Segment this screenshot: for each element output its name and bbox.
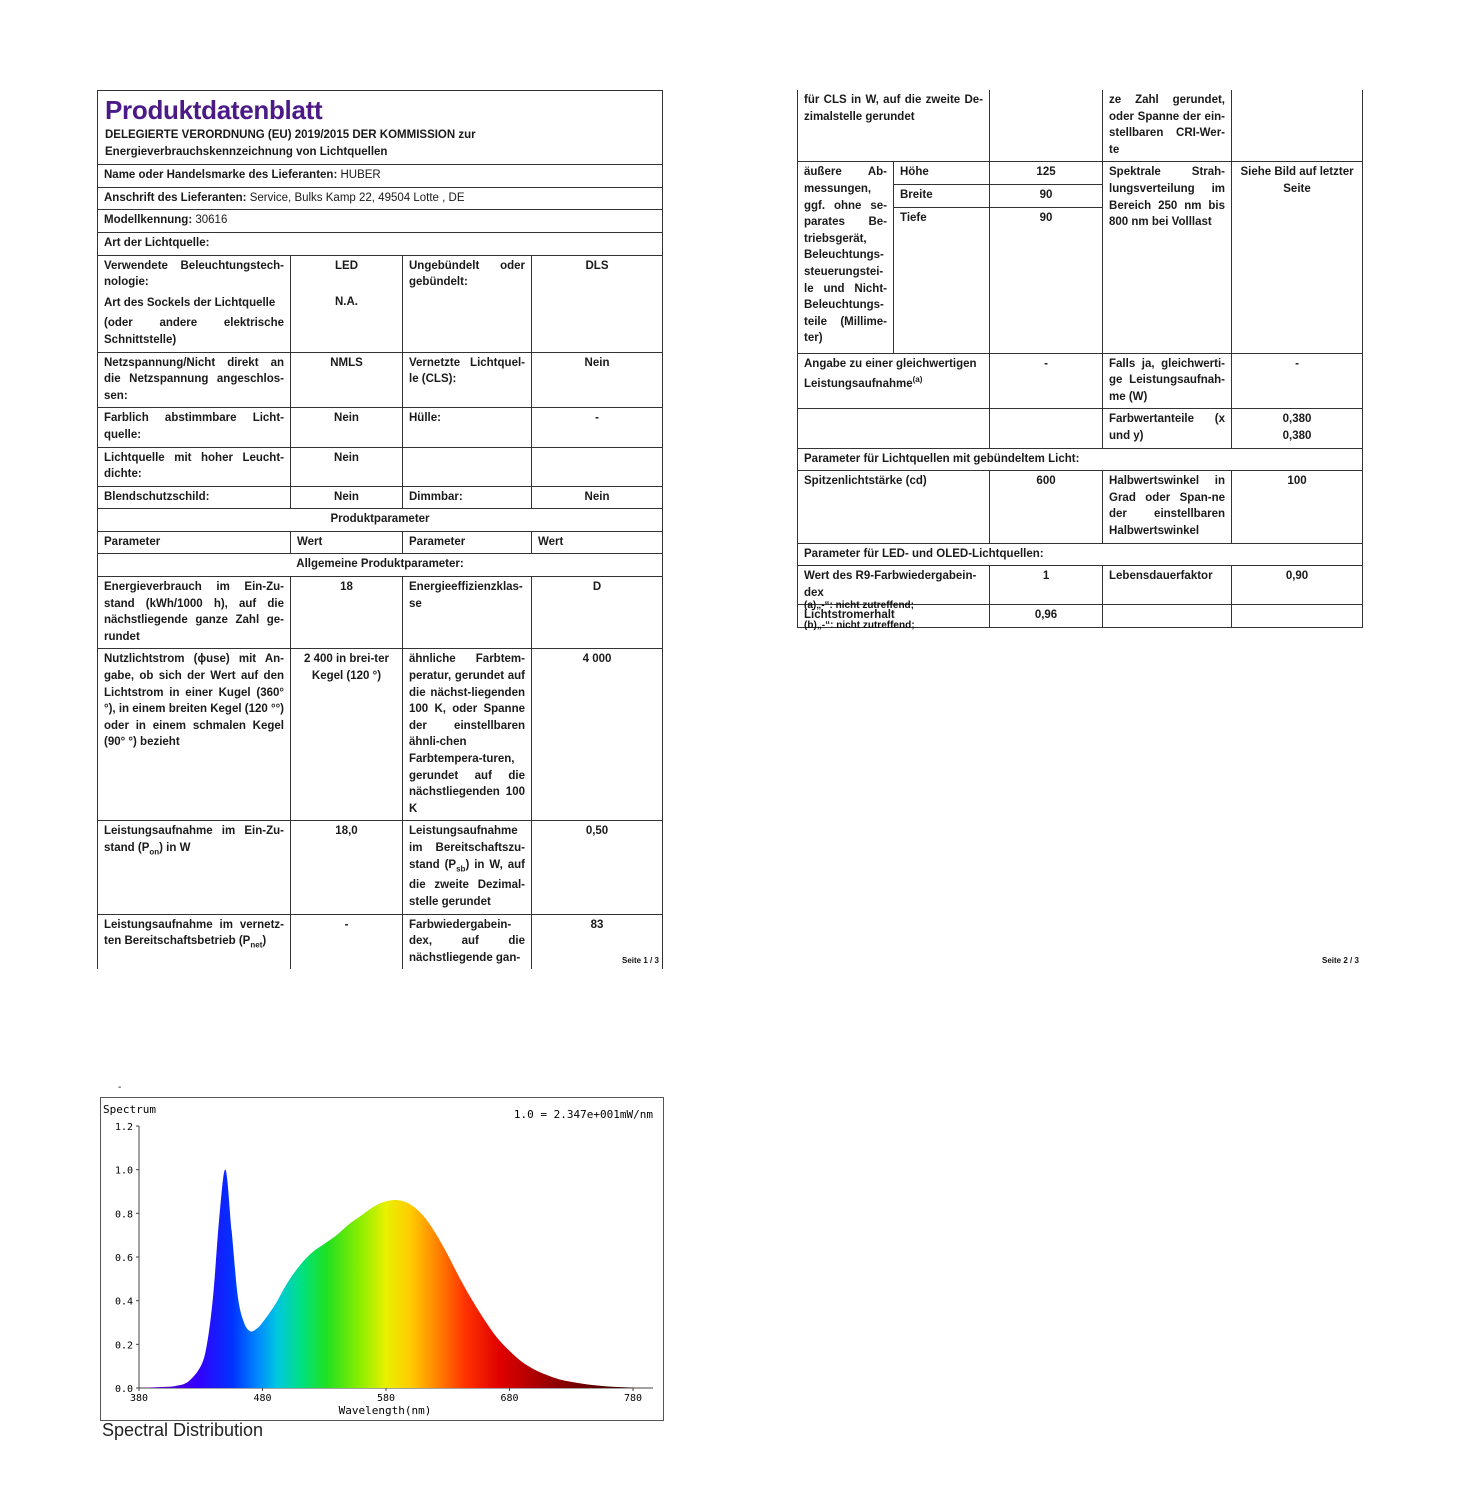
networked-standby-label	[98, 914, 291, 969]
empty-cell	[990, 409, 1103, 448]
supplier-address-value: Service, Bulks Kamp 22, 49504 Lotte , DE	[249, 191, 465, 204]
spectrum-chart-svg	[101, 1098, 663, 1420]
spectral-label: Spektrale Strah-lungsverteilung im Bereich 250 nm bis 800 nm bei Volllast	[1103, 162, 1232, 353]
chart-annotation: 1.0 = 2.347e+001mW/nm	[513, 1108, 653, 1121]
led-header: Parameter für LED- und OLED-Lichtquellen:	[798, 543, 1363, 566]
column-header-value-2: Wert	[532, 531, 663, 554]
glare-value: Nein	[291, 486, 403, 509]
width-label: Breite	[894, 184, 990, 207]
socket-label: Art des Sockels der Lichtquelle	[104, 296, 276, 309]
cri-label: Farbwiedergabein-dex, auf die nächstliegende gan-	[403, 914, 532, 969]
empty-cell	[990, 90, 1103, 162]
focus-label: Ungebündelt oder gebündelt:	[403, 255, 532, 352]
networked-standby-label-a: Leistungsaufnahme im vernetz-ten Bereitschaftsbetrieb (P	[104, 918, 284, 948]
standby-power-value: 0,50	[532, 821, 663, 914]
supplier-name-value: HUBER	[340, 169, 381, 182]
x-tick-label: 480	[253, 1393, 272, 1404]
socket-value: N.A.	[335, 296, 358, 309]
equivalent-power-label-text: Angabe zu einer gleichwertigen Leistungsaufnahme	[804, 357, 977, 390]
column-header-value: Wert	[291, 531, 403, 554]
networked-standby-label-cont: für CLS in W, auf die zweite De-zimalstelle gerundet	[798, 90, 990, 162]
power-on-label-a: Leistungsaufnahme im Ein-Zu-stand (P	[104, 825, 284, 854]
directional-header: Parameter für Lichtquellen mit gebündeltem Licht:	[798, 448, 1363, 471]
beam-angle-value: 100	[1232, 471, 1363, 543]
y-tick-label: 0.2	[114, 1340, 133, 1352]
power-on-value: 18,0	[291, 821, 403, 914]
cri-label-cont: ze Zahl gerundet, oder Spanne der ein-stellbaren CRI-Wer-te	[1103, 90, 1232, 162]
dimmable-value: Nein	[532, 486, 663, 509]
column-header-parameter: Parameter	[98, 531, 291, 554]
x-tick-label: 680	[500, 1393, 519, 1404]
technology-label: Verwendete Beleuchtungstech-nologie:	[104, 259, 284, 289]
high-luminance-value: Nein	[291, 447, 403, 486]
high-luminance-label: Lichtquelle mit hoher Leucht-dichte:	[98, 447, 291, 486]
power-on-label-b: ) in W	[159, 841, 191, 854]
cls-label: Vernetzte Lichtquel-le (CLS):	[403, 352, 532, 408]
mains-value: NMLS	[291, 352, 403, 408]
supplier-name-label: Name oder Handelsmarke des Lieferanten:	[104, 169, 338, 182]
standby-power-label-a: Leistungsaufnahme im Bereitschaftszu-stand (P	[409, 825, 525, 871]
r9-value: 1	[990, 566, 1103, 605]
page-1	[97, 90, 662, 969]
page-number-1: Seite 1 / 3	[622, 956, 659, 965]
empty-cell	[1103, 605, 1232, 628]
chromaticity-x: 0,380	[1282, 413, 1312, 426]
x-tick-label: 380	[129, 1393, 149, 1404]
page-3-dash: -	[118, 1082, 122, 1093]
equivalent-yes-value: -	[1232, 353, 1363, 409]
color-tunable-label: Farblich abstimmbare Licht-quelle:	[98, 408, 291, 447]
r9-label: Wert des R9-Farbwiedergabein-dex	[798, 566, 990, 605]
chromaticity-value	[1232, 409, 1363, 448]
cls-value: Nein	[532, 352, 663, 408]
product-params-header: Produktparameter	[98, 509, 663, 532]
survival-factor-value: 0,90	[1232, 566, 1363, 605]
empty-cell	[403, 447, 532, 486]
column-header-parameter-2: Parameter	[403, 531, 532, 554]
supplier-name-row	[98, 165, 663, 188]
technology-value-cell	[291, 255, 403, 352]
spectral-value: Siehe Bild auf letzter Seite	[1232, 162, 1363, 353]
header-cell	[98, 91, 663, 165]
chromaticity-label: Farbwertanteile (x und y)	[1103, 409, 1232, 448]
empty-cell	[1232, 90, 1363, 162]
light-source-type: Art der Lichtquelle:	[98, 232, 663, 255]
standby-power-label	[403, 821, 532, 914]
datasheet-table-page-2	[797, 90, 1363, 628]
page-title: Produktdatenblatt	[105, 95, 323, 125]
height-value: 125	[990, 162, 1103, 185]
lumen-maintenance-value: 0,96	[990, 605, 1103, 628]
mains-label: Netzspannung/Nicht direkt an die Netzspannung angeschlos-sen:	[98, 352, 291, 408]
height-label: Höhe	[894, 162, 990, 185]
survival-factor-label: Lebensdauerfaktor	[1103, 566, 1232, 605]
equivalent-power-label	[798, 353, 990, 409]
networked-standby-value: -	[291, 914, 403, 969]
model-row	[98, 210, 663, 233]
spectrum-area	[139, 1170, 633, 1388]
beam-angle-label: Halbwertswinkel in Grad oder Span-ne der einstellbaren Halbwertswinkel	[1103, 471, 1232, 543]
chromaticity-y: 0,380	[1282, 429, 1312, 442]
spectrum-chart	[100, 1097, 664, 1421]
energy-value: 18	[291, 577, 403, 649]
energy-class-label: Energieeffizienzklas-se	[403, 577, 532, 649]
y-tick-label: 0.4	[114, 1296, 133, 1308]
regulation-line-1: DELEGIERTE VERORDNUNG (EU) 2019/2015 DER KOMMISSION zur	[105, 129, 476, 141]
y-tick-label: 0.0	[114, 1384, 133, 1395]
x-tick-label: 580	[376, 1393, 396, 1404]
envelope-label: Hülle:	[403, 408, 532, 447]
datasheet-table-page-1	[97, 90, 663, 969]
technology-cell	[98, 255, 291, 352]
page-2	[797, 90, 1362, 628]
power-on-label	[98, 821, 291, 914]
empty-cell	[532, 447, 663, 486]
glare-label: Blendschutzschild:	[98, 486, 291, 509]
depth-label: Tiefe	[894, 207, 990, 353]
model-value: 30616	[195, 214, 228, 227]
standby-power-label-b: ) in W, auf die zweite Dezimal-stelle gerundet	[409, 858, 525, 909]
networked-standby-label-b: )	[262, 935, 267, 948]
empty-cell	[798, 409, 990, 448]
dimensions-label: äußere Ab-messungen, ggf. ohne se-parates Be-triebsgerät, Beleuchtungs-steuerungstei-le und Nicht-Beleuchtungs-teile (Millime-ter)	[798, 162, 894, 353]
regulation-line-2: Energieverbrauchskennzeichnung von Lichtquellen	[105, 145, 388, 158]
power-on-label-sub: on	[149, 847, 160, 857]
flux-label: Nutzlichtstrom (ϕuse) mit An-gabe, ob sich der Wert auf den Lichtstrom in einer Kugel (360° °), in einem breiten Kegel (120 °°) oder in einem schmalen Kegel (90° °) bezieht	[98, 649, 291, 821]
technology-value: LED	[335, 259, 358, 272]
x-axis-label: Wavelength(nm)	[338, 1404, 432, 1417]
chart-title: Spectrum	[103, 1103, 156, 1116]
supplier-address-row	[98, 187, 663, 210]
chart-caption: Spectral Distribution	[102, 1420, 264, 1440]
cri-value: 83	[532, 914, 663, 969]
networked-standby-label-sub: net	[250, 940, 263, 950]
equivalent-power-sup: (a)	[912, 375, 923, 385]
focus-value: DLS	[532, 255, 663, 352]
equivalent-power-value: -	[990, 353, 1103, 409]
x-tick-label: 780	[623, 1393, 643, 1404]
dimmable-label: Dimmbar:	[403, 486, 532, 509]
footnote-b: (b)„-“: nicht zutreffend;	[804, 620, 915, 631]
envelope-value: -	[532, 408, 663, 447]
depth-value: 90	[990, 207, 1103, 353]
general-params-header: Allgemeine Produktparameter:	[98, 554, 663, 577]
empty-cell	[1232, 605, 1363, 628]
equivalent-yes-label: Falls ja, gleichwerti-ge Leistungsaufnah-me (W)	[1103, 353, 1232, 409]
supplier-address-label: Anschrift des Lieferanten:	[104, 191, 247, 204]
y-tick-label: 1.2	[114, 1122, 133, 1133]
y-tick-label: 0.6	[114, 1253, 133, 1264]
peak-intensity-label: Spitzenlichtstärke (cd)	[798, 471, 990, 543]
page-number-2: Seite 2 / 3	[1322, 956, 1359, 965]
y-tick-label: 1.0	[114, 1165, 133, 1177]
model-label: Modellkennung:	[104, 214, 193, 227]
lumen-maintenance-label: Lichtstromerhalt	[798, 605, 990, 628]
y-tick-label: 0.8	[114, 1209, 133, 1221]
energy-class-value: D	[532, 577, 663, 649]
color-tunable-value: Nein	[291, 408, 403, 447]
energy-label: Energieverbrauch im Ein-Zu-stand (kWh/1000 h), auf die nächstliegende ganze Zahl ge-rundet	[98, 577, 291, 649]
socket-label-2: (oder andere elektrische Schnittstelle)	[104, 317, 284, 346]
cct-value: 4 000	[532, 649, 663, 821]
width-value: 90	[990, 184, 1103, 207]
flux-value: 2 400 in brei-ter Kegel (120 °)	[291, 649, 403, 821]
footnote-a: (a)„-“: nicht zutreffend;	[804, 600, 914, 611]
cct-label: ähnliche Farbtem-peratur, gerundet auf die nächst-liegenden 100 K, oder Spanne der einstellbaren ähnli-chen Farbtempera-turen, gerundet auf die nächstliegenden 100 K	[403, 649, 532, 821]
standby-power-label-sub: sb	[456, 863, 466, 873]
peak-intensity-value: 600	[990, 471, 1103, 543]
